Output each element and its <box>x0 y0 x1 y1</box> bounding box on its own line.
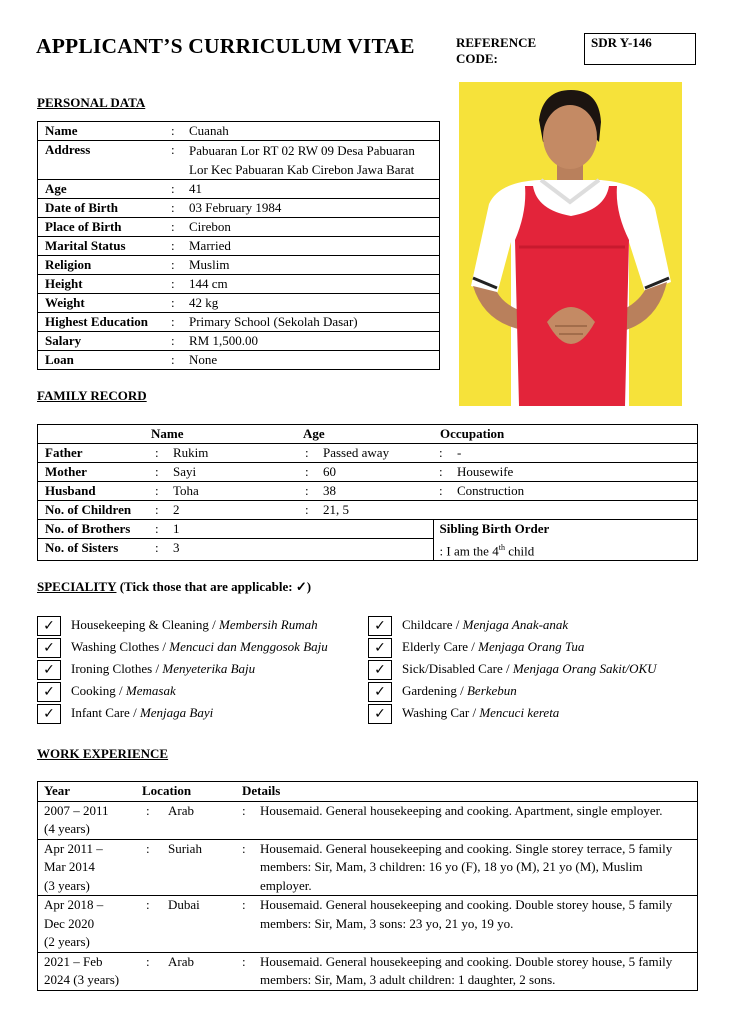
marital-label: Marital Status <box>45 238 126 253</box>
checkbox-ticked-icon: ✓ <box>37 704 61 724</box>
education-label: Highest Education <box>45 314 148 329</box>
speciality-item-malay: Menjaga Orang Tua <box>478 639 585 654</box>
mother-label: Mother <box>45 464 87 479</box>
speciality-item-english: Cooking / <box>71 683 126 698</box>
colon: : <box>171 333 175 348</box>
checkbox-ticked-icon: ✓ <box>368 660 392 680</box>
colon: : <box>305 483 309 498</box>
sisters-label: No. of Sisters <box>38 539 150 561</box>
father-occupation: - <box>457 445 462 460</box>
work-details: Housemaid. General housekeeping and cooking. Apartment, single employer. <box>260 802 663 818</box>
colon: : <box>305 464 309 479</box>
speciality-item-malay: Menjaga Bayi <box>139 705 214 720</box>
work-location: Dubai <box>168 897 200 912</box>
brothers-count: 1 <box>173 521 180 536</box>
applicant-photo <box>459 82 682 406</box>
speciality-item-malay: Membersih Rumah <box>219 617 318 632</box>
applicant-photo-illustration <box>459 82 682 406</box>
work-row <box>38 839 698 896</box>
colon: : <box>146 802 150 818</box>
colon: : <box>242 840 246 856</box>
address-value <box>189 141 440 180</box>
work-year-line: 2024 (3 years) <box>44 972 120 987</box>
work-location: Arab <box>168 802 194 818</box>
colon: : <box>171 200 175 215</box>
work-row <box>38 801 698 839</box>
family-record-heading: FAMILY RECORD <box>37 388 147 403</box>
name-label: Name <box>45 123 78 138</box>
reference-label-line1: REFERENCE <box>456 35 537 50</box>
dob-label: Date of Birth <box>45 200 118 215</box>
work-location: Suriah <box>168 840 202 856</box>
row-loan <box>38 351 440 370</box>
work-row <box>38 896 698 953</box>
checkbox-ticked-icon: ✓ <box>368 638 392 658</box>
husband-occupation: Construction <box>457 483 525 498</box>
family-row-sisters <box>38 539 698 561</box>
speciality-item-label <box>71 683 176 699</box>
colon: : <box>171 219 175 234</box>
address-label: Address <box>45 142 91 157</box>
pob-value: Cirebon <box>189 219 231 234</box>
work-experience-heading: WORK EXPERIENCE <box>37 746 169 761</box>
work-year-line: Apr 2018 – <box>44 897 104 912</box>
work-year-line: (3 years) <box>44 877 90 893</box>
age-label: Age <box>45 181 67 196</box>
colon: : <box>171 238 175 253</box>
education-value: Primary School (Sekolah Dasar) <box>189 314 358 329</box>
row-height <box>38 275 440 294</box>
colon: : <box>146 953 150 969</box>
speciality-item-english: Ironing Clothes / <box>71 661 163 676</box>
loan-value: None <box>189 352 218 367</box>
colon: : <box>171 257 175 272</box>
brothers-label: No. of Brothers <box>45 521 131 536</box>
work-year-line: Mar 2014 <box>44 859 95 874</box>
speciality-item-label <box>71 705 213 721</box>
col-location-header: Location <box>142 783 192 798</box>
speciality-item-malay: Menjaga Anak-anak <box>462 617 569 632</box>
colon: : <box>305 445 309 460</box>
speciality-item-english: Elderly Care / <box>402 639 479 654</box>
speciality-item <box>37 637 367 659</box>
height-value: 144 cm <box>189 276 228 291</box>
religion-value: Muslim <box>189 257 230 272</box>
col-details-header: Details <box>242 783 281 798</box>
speciality-item <box>368 637 698 659</box>
salary-value: RM 1,500.00 <box>189 333 258 348</box>
work-year-line: Dec 2020 <box>44 915 95 931</box>
colon: : <box>171 181 175 196</box>
row-pob <box>38 218 440 237</box>
height-label: Height <box>45 276 83 291</box>
family-row-children <box>38 501 698 520</box>
colon: : <box>146 897 150 912</box>
age-value: 41 <box>189 181 202 196</box>
speciality-item-malay: Memasak <box>125 683 176 698</box>
mother-occupation: Housewife <box>457 464 514 479</box>
colon: : <box>439 483 443 498</box>
pob-label: Place of Birth <box>45 219 122 234</box>
sibling-order-sup: th <box>498 542 505 552</box>
family-record-table <box>37 424 698 561</box>
speciality-item-english: Sick/Disabled Care / <box>402 661 513 676</box>
sibling-order-suffix: child <box>504 542 535 558</box>
col-year-header: Year <box>44 783 70 798</box>
speciality-item <box>368 703 698 725</box>
colon: : <box>149 539 173 561</box>
speciality-item <box>37 681 367 703</box>
speciality-item-malay: Mencuci dan Menggosok Baju <box>169 639 328 654</box>
speciality-item-malay: Mencuci kereta <box>479 705 560 720</box>
family-row-brothers <box>38 520 698 539</box>
speciality-item-label <box>402 705 559 721</box>
dob-value: 03 February 1984 <box>189 200 282 215</box>
sibling-order-label: Sibling Birth Order <box>433 520 698 539</box>
marital-value: Married <box>189 238 231 253</box>
row-name <box>38 122 440 141</box>
checkbox-ticked-icon: ✓ <box>37 682 61 702</box>
work-details: Housemaid. General housekeeping and cooking. Double storey house, 5 family members: Sir, Mam, 3 adult children: 1 daughter, 2 sons. <box>260 953 673 987</box>
colon: : <box>171 352 175 367</box>
family-row-husband <box>38 482 698 501</box>
colon: : <box>155 483 159 498</box>
father-age: Passed away <box>323 445 390 460</box>
work-year-line: (2 years) <box>44 934 90 949</box>
family-header-row <box>38 425 698 444</box>
speciality-item-malay: Menjaga Orang Sakit/OKU <box>512 661 657 676</box>
col-occupation-header: Occupation <box>440 426 505 441</box>
name-value: Cuanah <box>189 123 229 138</box>
loan-label: Loan <box>45 352 74 367</box>
speciality-item <box>37 615 367 637</box>
weight-value: 42 kg <box>189 295 219 310</box>
work-year <box>38 952 137 990</box>
speciality-item-english: Washing Car / <box>402 705 480 720</box>
speciality-item <box>368 659 698 681</box>
sibling-order-prefix: : I am the 4 <box>439 542 499 558</box>
colon: : <box>171 276 175 291</box>
salary-label: Salary <box>45 333 82 348</box>
husband-label: Husband <box>45 483 96 498</box>
work-year-line: 2021 – Feb <box>44 953 103 969</box>
row-age <box>38 180 440 199</box>
children-label: No. of Children <box>45 502 132 517</box>
work-details: Housemaid. General housekeeping and cooking. Double storey house, 5 family members: Sir, Mam, 3 sons: 23 yo, 21 yo, 19 yo. <box>260 897 673 931</box>
reference-code-box: SDR Y-146 <box>584 33 696 65</box>
speciality-heading-line <box>37 579 311 595</box>
checkbox-ticked-icon: ✓ <box>37 616 61 636</box>
speciality-item-english: Gardening / <box>402 683 467 698</box>
sisters-count: 3 <box>173 539 299 561</box>
father-label: Father <box>45 445 83 460</box>
work-year-line: (4 years) <box>44 821 90 836</box>
work-row <box>38 952 698 990</box>
father-name: Rukim <box>173 445 209 460</box>
husband-age: 38 <box>323 483 336 498</box>
family-row-mother <box>38 463 698 482</box>
speciality-item-label <box>402 639 584 655</box>
speciality-item-malay: Berkebun <box>466 683 517 698</box>
speciality-item-malay: Menyeterika Baju <box>162 661 256 676</box>
checkbox-ticked-icon: ✓ <box>368 616 392 636</box>
speciality-item-label <box>71 661 255 677</box>
personal-data-heading: PERSONAL DATA <box>37 95 146 110</box>
speciality-item <box>37 703 367 725</box>
speciality-subheading: (Tick those that are applicable: ✓) <box>119 579 312 594</box>
husband-name: Toha <box>173 483 199 498</box>
col-age-header: Age <box>303 426 325 441</box>
speciality-item-english: Infant Care / <box>71 705 140 720</box>
colon: : <box>305 502 309 517</box>
row-education <box>38 313 440 332</box>
colon: : <box>155 521 159 536</box>
speciality-item <box>368 681 698 703</box>
speciality-item-english: Washing Clothes / <box>71 639 170 654</box>
work-year <box>38 896 137 953</box>
speciality-item-label <box>402 661 657 677</box>
row-marital <box>38 237 440 256</box>
speciality-heading: SPECIALITY <box>37 579 117 594</box>
religion-label: Religion <box>45 257 92 272</box>
reference-label-line2: CODE: <box>456 50 498 66</box>
colon: : <box>155 445 159 460</box>
work-location: Arab <box>168 953 194 969</box>
speciality-item <box>368 615 698 637</box>
work-year <box>38 839 137 896</box>
colon: : <box>171 142 175 157</box>
work-experience-table <box>37 781 698 991</box>
address-line1: Pabuaran Lor RT 02 RW 09 Desa Pabuaran <box>189 143 415 158</box>
work-details: Housemaid. General housekeeping and cooking. Single storey terrace, 5 family members: Sir, Mam, 3 children: 16 yo (F), 18 yo (M), 21 yo (M), Muslim employer. <box>260 840 673 893</box>
checkbox-ticked-icon: ✓ <box>37 660 61 680</box>
speciality-item <box>37 659 367 681</box>
children-age: 21, 5 <box>323 502 349 517</box>
colon: : <box>171 295 175 310</box>
colon: : <box>146 840 150 856</box>
row-dob <box>38 199 440 218</box>
family-row-father <box>38 444 698 463</box>
colon: : <box>242 897 246 912</box>
col-name-header: Name <box>151 426 184 441</box>
colon: : <box>242 953 246 969</box>
work-year-line: 2007 – 2011 <box>44 802 109 818</box>
address-line2: Lor Kec Pabuaran Kab Cirebon Jawa Barat <box>189 162 415 177</box>
checkbox-ticked-icon: ✓ <box>368 704 392 724</box>
colon: : <box>242 802 246 818</box>
work-header-row <box>38 782 698 802</box>
work-year <box>38 801 137 839</box>
row-weight <box>38 294 440 313</box>
checkbox-ticked-icon: ✓ <box>37 638 61 658</box>
page-title: APPLICANT’S CURRICULUM VITAE <box>36 34 415 58</box>
speciality-item-label <box>402 683 517 699</box>
speciality-item-english: Housekeeping & Cleaning / <box>71 617 220 632</box>
personal-data-table <box>37 121 440 370</box>
speciality-item-label <box>71 639 328 655</box>
checkbox-ticked-icon: ✓ <box>368 682 392 702</box>
speciality-item-english: Childcare / <box>402 617 463 632</box>
speciality-item-label <box>71 617 318 633</box>
colon: : <box>171 314 175 329</box>
weight-label: Weight <box>45 295 85 310</box>
sibling-order-value <box>433 539 698 561</box>
row-address <box>38 141 440 180</box>
colon: : <box>155 464 159 479</box>
colon: : <box>171 123 175 138</box>
colon: : <box>155 502 159 517</box>
mother-name: Sayi <box>173 464 197 479</box>
speciality-item-label <box>402 617 568 633</box>
mother-age: 60 <box>323 464 336 479</box>
row-salary <box>38 332 440 351</box>
row-religion <box>38 256 440 275</box>
reference-label <box>456 35 536 66</box>
children-count: 2 <box>173 502 180 517</box>
colon: : <box>439 445 443 460</box>
colon: : <box>439 464 443 479</box>
work-year-line: Apr 2011 – <box>44 840 103 856</box>
